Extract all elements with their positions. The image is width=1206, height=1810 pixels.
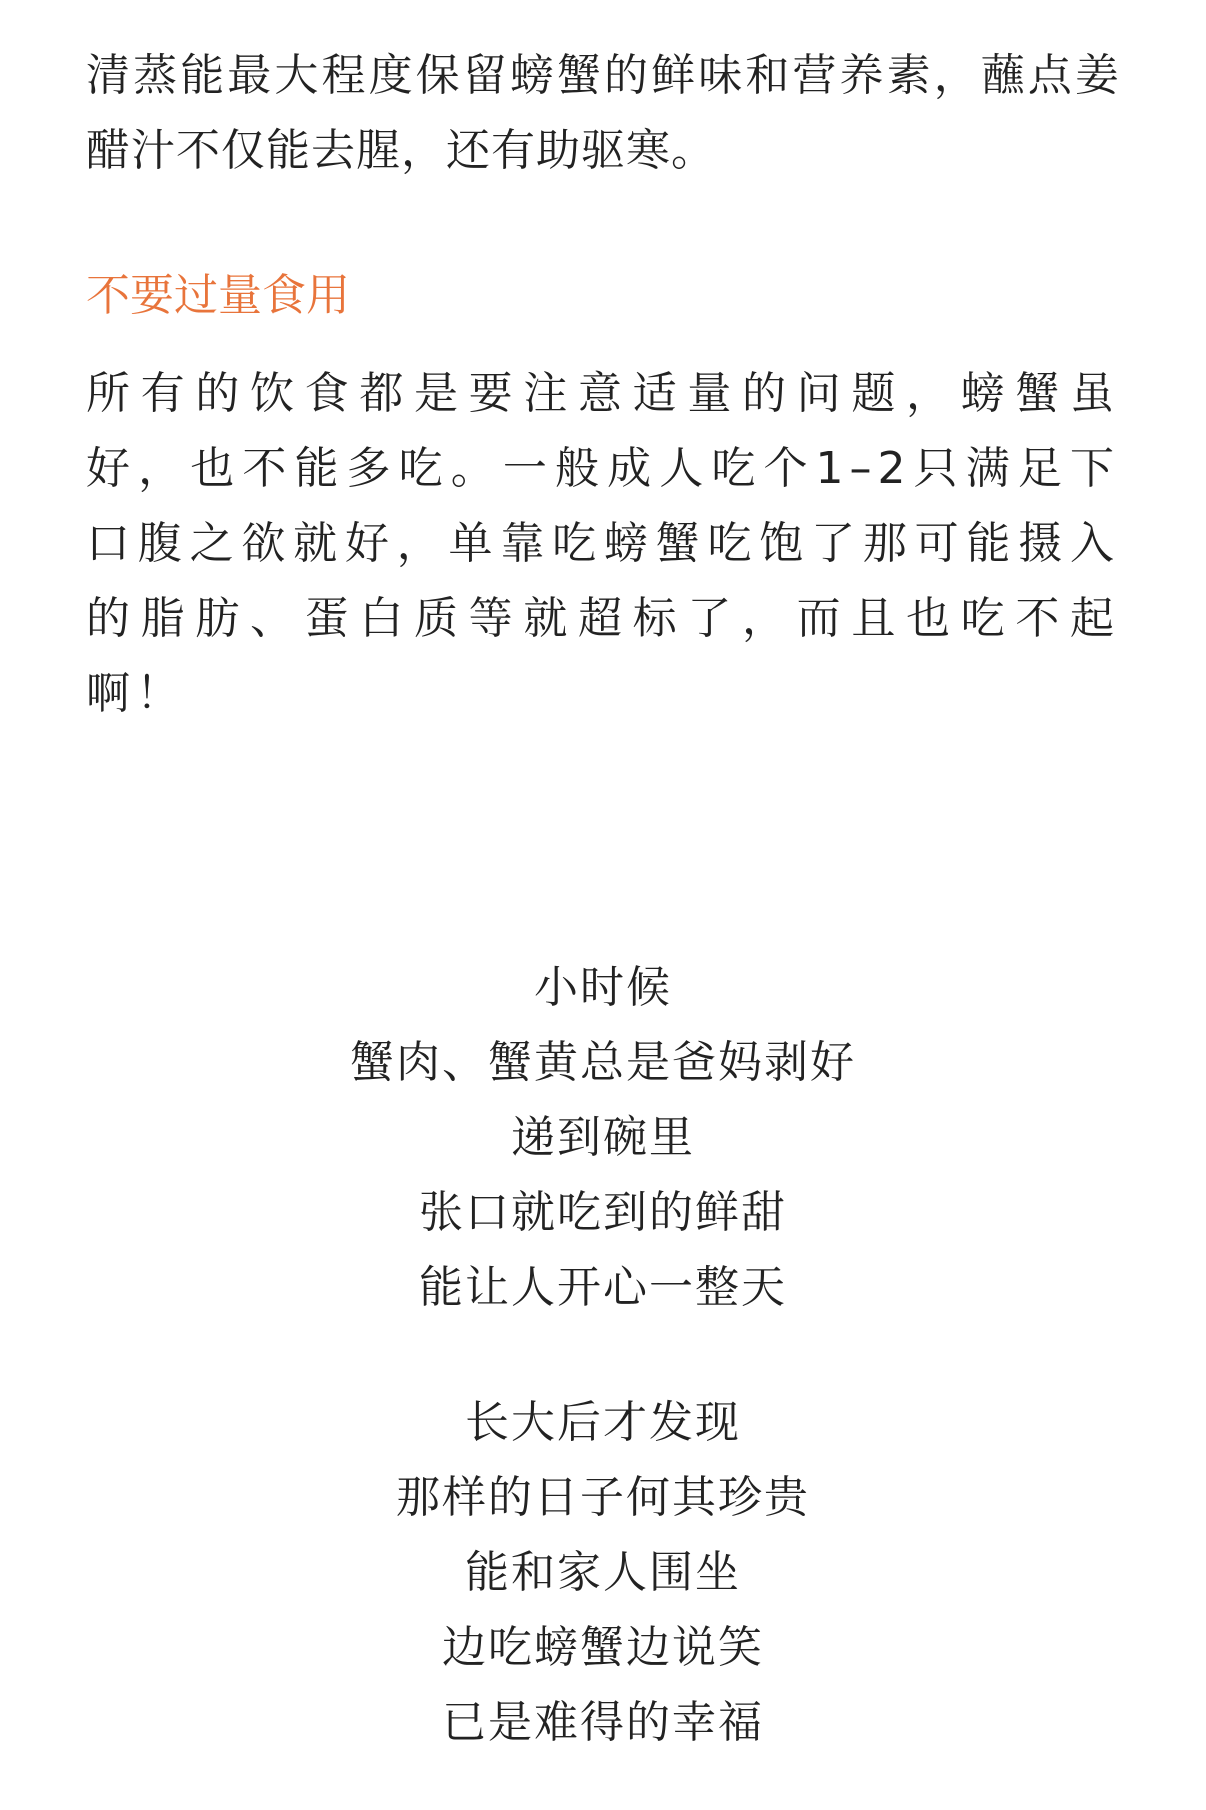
poem-line: 那样的日子何其珍贵 [396, 1472, 810, 1523]
poem-line: 已是难得的幸福 [442, 1697, 764, 1748]
intro-paragraph: 清蒸能最大程度保留螃蟹的鲜味和营养素，蘸点姜醋汁不仅能去腥，还有助驱寒。 [86, 50, 1120, 176]
poem-line: 递到碗里 [511, 1112, 695, 1163]
poem-line: 蟹肉、蟹黄总是爸妈剥好 [350, 1037, 856, 1088]
body-paragraph: 所有的饮食都是要注意适量的问题，螃蟹虽好，也不能多吃。一般成人吃个1–2只满足下口腹之欲就好，单靠吃螃蟹吃饱了那可能摄入的脂肪、蛋白质等就超标了，而且也吃不起啊！ [86, 368, 1120, 719]
poem-stanza-2 [0, 1385, 1206, 1760]
poem-line: 能和家人围坐 [465, 1547, 741, 1598]
poem-line: 边吃螃蟹边说笑 [442, 1622, 764, 1673]
section-heading: 不要过量食用 [86, 270, 350, 321]
poem-line: 小时候 [534, 962, 672, 1013]
poem-stanza-1 [0, 950, 1206, 1325]
poem-line: 能让人开心一整天 [419, 1262, 787, 1313]
poem-line: 长大后才发现 [465, 1397, 741, 1448]
poem-line: 张口就吃到的鲜甜 [419, 1187, 787, 1238]
